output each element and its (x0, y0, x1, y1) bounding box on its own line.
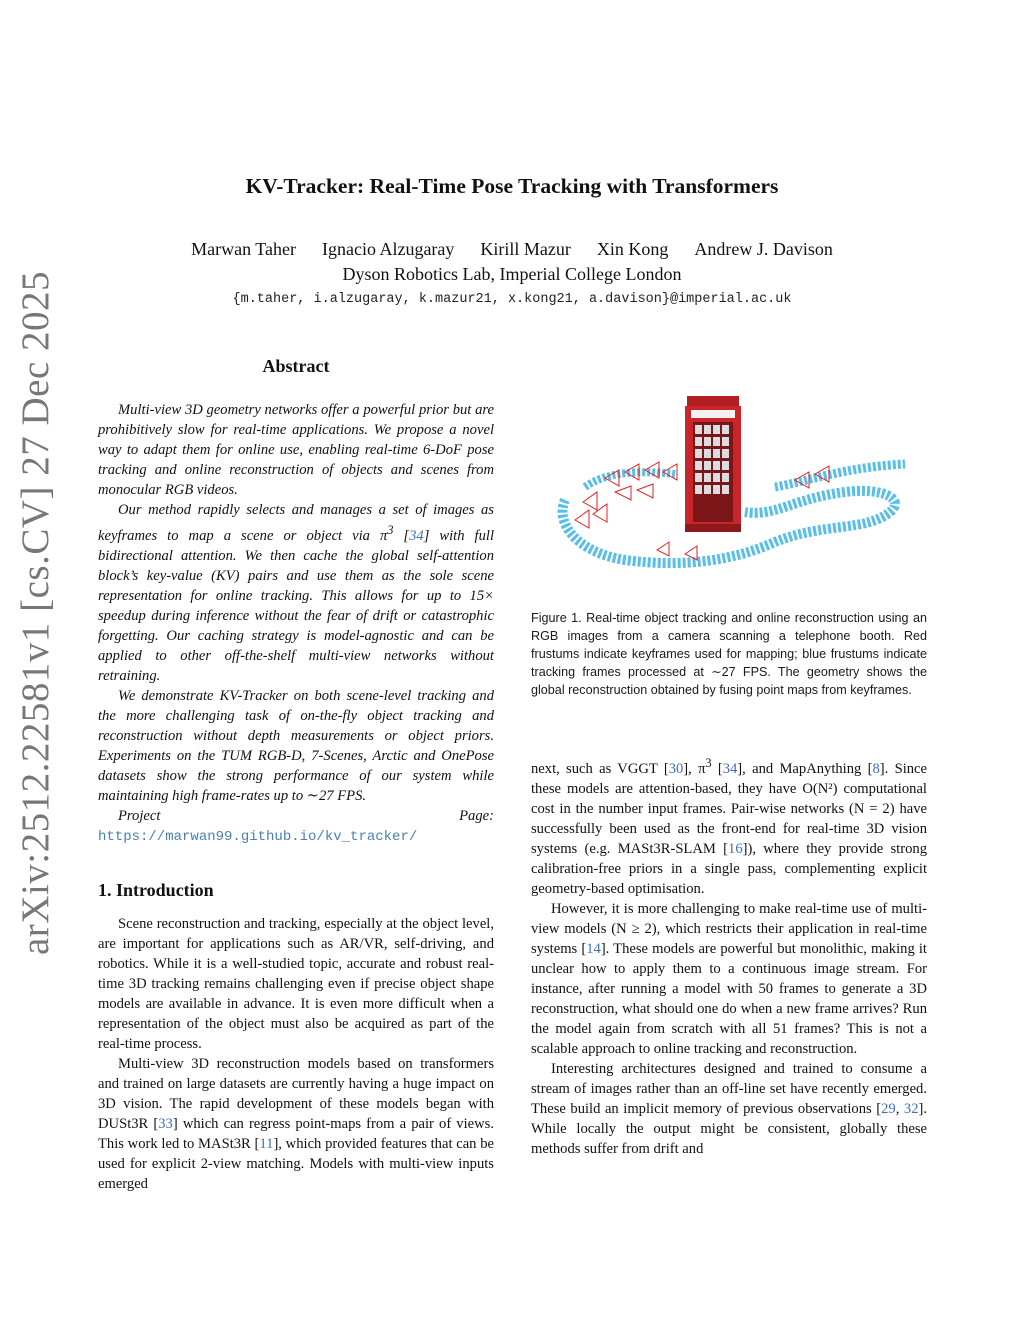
author-name: Xin Kong (596, 239, 669, 259)
citation-link[interactable]: 33 (158, 1116, 173, 1132)
citation-link[interactable]: 14 (586, 940, 601, 957)
abstract-paragraph: Our method rapidly selects and manages a set of images as keyframes to map a scene or object via $\pi^3$ [34] with full bidirectional attention. We then cache the global self-attention block’s key-value (KV) pairs and use them as the sole scene representation for online tracking. This allows for up to 15× speedup during inference without the fear of drift or catastrophic forgetting. Our caching strategy is model-agnostic and can be applied to other off-the-shelf multi-view networks without retraining. (98, 502, 495, 684)
abstract-body (98, 400, 494, 847)
arxiv-identifier: arXiv:2512.22581v1 [cs.CV] 27 Dec 2025 (14, 270, 57, 955)
section-heading-introduction: 1. Introduction (98, 880, 214, 900)
introduction-body (98, 914, 494, 1194)
project-page (98, 806, 494, 847)
figure-telephone-booth-reconstruction (545, 392, 915, 582)
author-name: Andrew J. Davison (694, 239, 833, 259)
author-emails: {m.taher, i.alzugaray, k.mazur21, x.kong21, a.davison}@imperial.ac.uk (232, 292, 792, 307)
right-column-body (531, 753, 927, 1159)
citation-link[interactable]: 16 (728, 840, 743, 857)
project-page-label: Project Page: (118, 807, 494, 824)
author-name: Kirill Mazur (480, 239, 571, 259)
citation-link[interactable]: 34 (409, 527, 424, 544)
abstract-heading: Abstract (262, 356, 330, 376)
body-paragraph: next, such as VGGT [30], $\pi^3$ [34], and MapAnything [8]. Since these models are attention-based, they have O(N²) computational cost in the number input frames. Pair-wise networks (N = 2) have successfully been used as the front-end for real-time 3D vision systems (e.g. MASt3R-SLAM [16]), where they provide strong calibration-free priors in a single pass, complementing explicit geometry-based optimisation. (531, 756, 927, 897)
body-paragraph: However, it is more challenging to make real-time use of multi-view models (N ≥ 2), which restricts their application in real-time systems [14]. These models are powerful but monolithic, making it unclear how to apply them to a continuous image stream. For instance, after running a model with 50 frames to generate a 3D reconstruction, what should one do when a new frame arrives? Run the model again from scratch with all 51 frames? This is not a scalable approach to online tracking and reconstruction. (531, 900, 927, 1057)
intro-paragraph: Scene reconstruction and tracking, especially at the object level, are important for applications such as AR/VR, self-driving, and robotics. While it is a well-studied topic, accurate and robust real-time 3D tracking remains challenging even if precise object shape models are available in advance. It is even more difficult when a representation of the object must also be acquired as part of the real-time process. (98, 916, 494, 1052)
affiliation: Dyson Robotics Lab, Imperial College London (342, 264, 682, 284)
citation-link[interactable]: 11 (259, 1136, 274, 1152)
abstract-paragraph: We demonstrate KV-Tracker on both scene-level tracking and the more challenging task of on-the-fly object tracking and reconstruction without depth measurements or object priors. Experiments on the TUM RGB-D, 7-Scenes, Arctic and OnePose datasets show the strong performance of our system while maintaining high frame-rates up to ∼27 FPS. (98, 687, 494, 804)
body-paragraph: Interesting architectures designed and trained to consume a stream of images rather than an off-line set have recently emerged. These build an implicit memory of previous observations [29, 32]. While locally the output might be consistent, globally these methods suffer from drift and (531, 1060, 927, 1157)
intro-paragraph: Multi-view 3D reconstruction models based on transformers and trained on large datasets are currently having a huge impact on 3D vision. The rapid development of these models began with DUSt3R [33] which can regress point-maps from a pair of views. This work led to MASt3R [11], which provided features that can be used for explicit 2-view matching. Models with multi-view inputs emerged (98, 1056, 494, 1192)
citation-link[interactable]: 34 (722, 760, 738, 777)
tracking-frustums-path (775, 464, 905, 487)
citation-link[interactable]: 30 (668, 760, 684, 777)
paper-title: KV-Tracker: Real-Time Pose Tracking with Transformers (245, 174, 779, 198)
telephone-booth-icon (685, 396, 741, 532)
project-page-link[interactable]: https://marwan99.github.io/kv_tracker/ (98, 828, 418, 845)
author-name: Ignacio Alzugaray (321, 239, 455, 259)
author-list (0, 239, 1024, 260)
citation-link[interactable]: 8 (872, 760, 880, 777)
abstract-paragraph: Multi-view 3D geometry networks offer a powerful prior but are prohibitively slow for real-time applications. We propose a novel way to adapt them for online use, enabling real-time 6-DoF pose tracking and online reconstruction of objects and scenes from monocular RGB videos. (98, 402, 494, 498)
citation-link[interactable]: 32 (903, 1100, 919, 1117)
author-name: Marwan Taher (191, 239, 296, 259)
figure-caption: Figure 1. Real-time object tracking and online reconstruction using an RGB images from a camera scanning a telephone booth. Red frustums indicate keyframes used for mapping; blue frustums indicate tracking frames processed at ∼27 FPS. The geometry shows the global reconstruction obtained by fusing point maps from keyframes. (531, 611, 927, 697)
citation-link[interactable]: 29 (881, 1100, 896, 1117)
